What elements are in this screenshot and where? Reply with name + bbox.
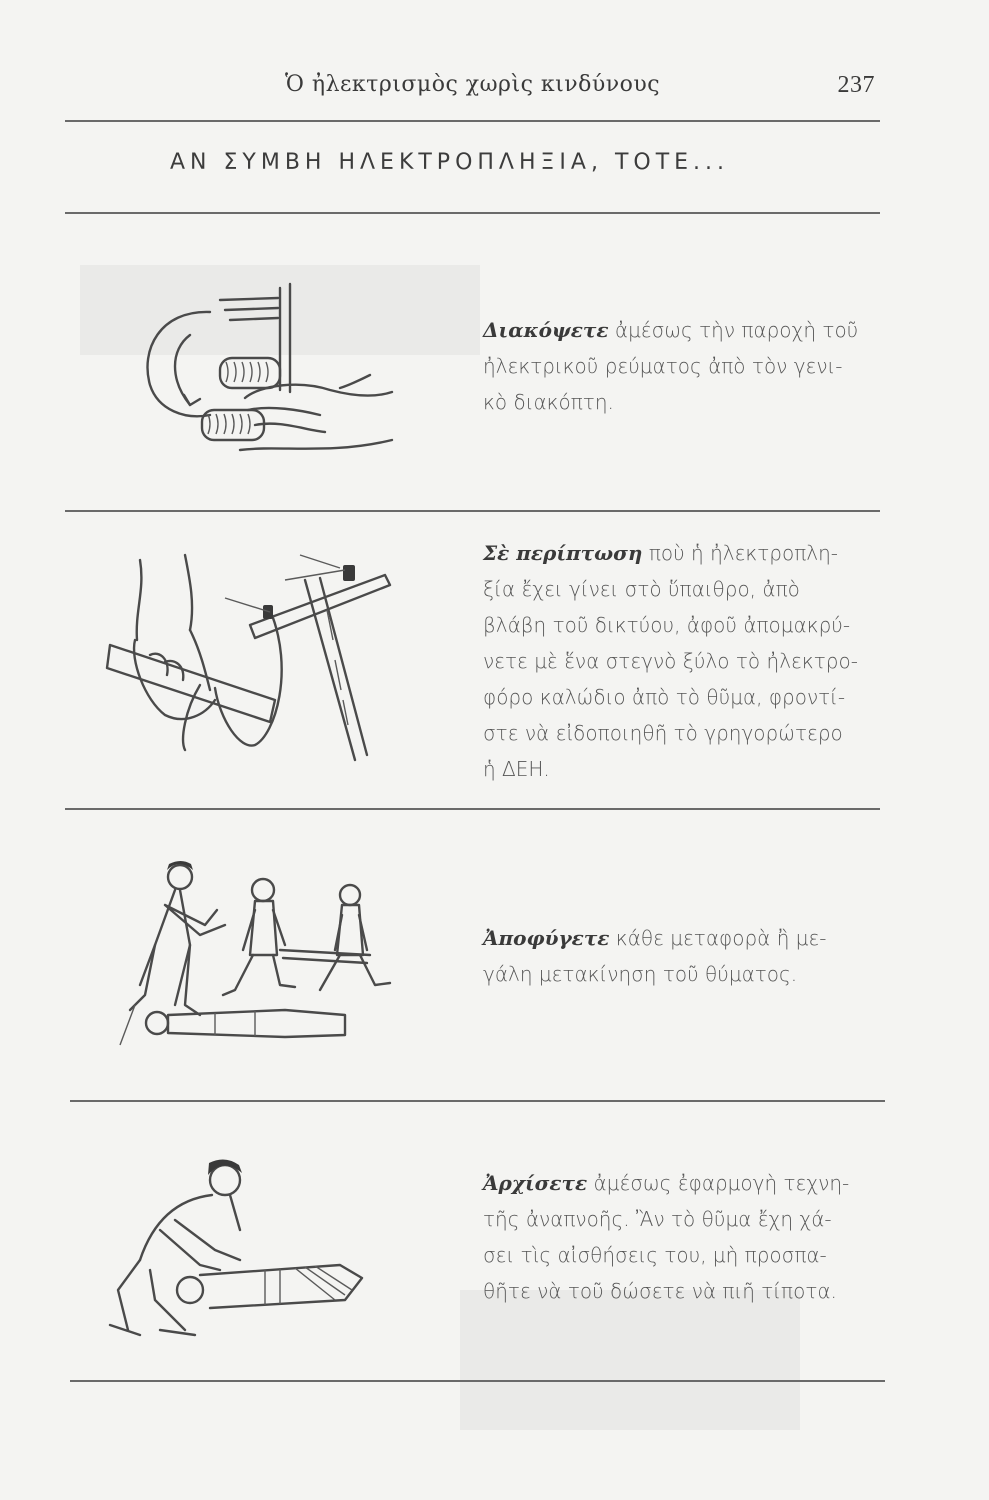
instruction-line: βλάβη τοῦ δικτύου, ἀφοῦ ἀπομακρύ- [483, 613, 851, 637]
page-number: 237 [837, 72, 875, 98]
instruction-line: ξία ἔχει γίνει στὸ ὕπαιθρο, ἀπὸ [483, 577, 800, 601]
instruction-line [483, 920, 826, 956]
instruction-lead: Σὲ περίπτωση [483, 541, 643, 565]
instruction-line: ἠλεκτρικοῦ ρεύματος ἀπὸ τὸν γενι- [483, 354, 843, 378]
instruction-line: τῆς ἀναπνοῆς. Ἂν τὸ θῦμα ἔχη χά- [483, 1207, 832, 1231]
instruction-text [483, 312, 858, 420]
instruction-text [483, 1165, 849, 1309]
instruction-rest: κάθε μεταφορὰ ἢ με- [609, 926, 827, 950]
instruction-line: νετε μὲ ἕνα στεγνὸ ξύλο τὸ ἠλεκτρο- [483, 649, 858, 673]
instruction-line: φόρο καλώδιο ἀπὸ τὸ θῦμα, φροντί- [483, 685, 846, 709]
running-title: Ὁ ἠλεκτρισμὸς χωρὶς κινδύνους [285, 72, 661, 97]
artificial-respiration-illustration [100, 1150, 370, 1350]
divider [65, 808, 880, 810]
instruction-line [483, 535, 858, 571]
instruction-lead: Ἀποφύγετε [483, 926, 610, 950]
instruction-rest: ἀμέσως τὴν παροχὴ τοῦ [608, 318, 859, 342]
instruction-lead: Ἀρχίσετε [483, 1171, 588, 1195]
switch-hand-illustration [130, 280, 400, 470]
stretcher-carry-illustration [105, 855, 405, 1055]
divider [65, 212, 880, 214]
wooden-stick-cable-illustration [105, 550, 395, 765]
instruction-line: γάλη μετακίνηση τοῦ θύματος. [483, 962, 798, 986]
instruction-rest: ποὺ ἡ ἠλεκτροπλη- [642, 541, 839, 565]
instruction-lead: Διακόψετε [483, 318, 609, 342]
divider [70, 1100, 885, 1102]
bleed-through-mark [460, 1290, 800, 1430]
instruction-line [483, 312, 858, 348]
instruction-line: κὸ διακόπτη. [483, 390, 614, 414]
divider [70, 1380, 885, 1382]
instruction-line: ἡ ΔΕΗ. [483, 757, 550, 781]
instruction-text [483, 920, 826, 992]
instruction-text [483, 535, 858, 787]
instruction-rest: ἀμέσως ἐφαρμογὴ τεχνη- [587, 1171, 850, 1195]
header-rule [65, 120, 880, 122]
instruction-line [483, 1165, 849, 1201]
instruction-line: θῆτε νὰ τοῦ δώσετε νὰ πιῆ τίποτα. [483, 1279, 837, 1303]
divider [65, 510, 880, 512]
instruction-line: σει τὶς αἰσθήσεις του, μὴ προσπα- [483, 1243, 827, 1267]
section-heading: ΑΝ ΣΥΜΒΗ ΗΛΕΚΤΡΟΠΛΗΞΙΑ, ΤΟΤΕ... [170, 150, 730, 175]
instruction-line: στε νὰ εἰδοποιηθῆ τὸ γρηγορώτερο [483, 721, 843, 745]
